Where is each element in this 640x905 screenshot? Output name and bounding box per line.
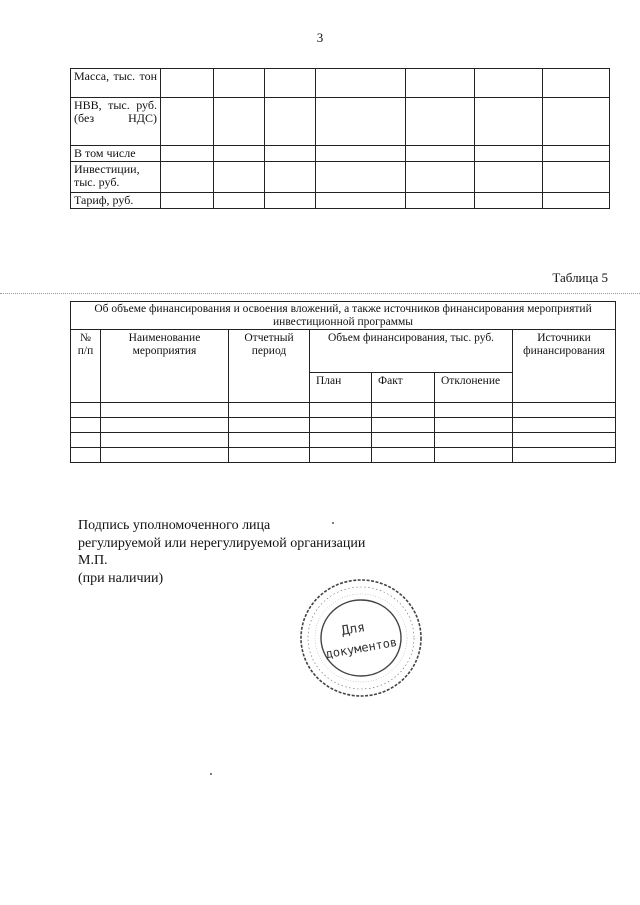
header-period: Отчетный период: [229, 330, 310, 403]
header-name: Наименование мероприятия: [101, 330, 229, 403]
table-5-title: Об объеме финансирования и освоения вложений, а также источников финансирования мероприятий инвестиционной программы: [71, 302, 616, 330]
row-label: Тариф, руб.: [71, 193, 161, 209]
row-label: В том числе: [71, 146, 161, 162]
table-row: [71, 162, 610, 193]
table-4-continuation: [70, 68, 610, 209]
table-row: [71, 146, 610, 162]
table-5-caption: Таблица 5: [552, 270, 608, 285]
table-row: [71, 403, 616, 418]
signature-line: М.П.: [78, 553, 108, 568]
table-row: [71, 193, 610, 209]
scan-speck: [332, 522, 334, 524]
scan-artifact-line: [0, 293, 640, 294]
row-label: Масса, тыс. тон: [71, 69, 161, 98]
header-deviation: Отклонение: [435, 373, 513, 403]
header-number: № п/п: [71, 330, 101, 403]
table-row: [71, 433, 616, 448]
table-row: [71, 69, 610, 98]
page-number: 3: [316, 30, 324, 45]
table-row: [71, 448, 616, 463]
signature-line: (при наличии): [78, 570, 164, 586]
table-row: [71, 418, 616, 433]
scan-speck: [210, 773, 212, 775]
header-plan: План: [310, 373, 372, 403]
signature-line: Подпись уполномоченного лица: [78, 518, 271, 533]
row-label: Инвестиции, тыс. руб.: [71, 162, 161, 193]
signature-line: регулируемой или нерегулируемой организации: [78, 535, 366, 551]
row-label: НВВ, тыс. руб. (без НДС): [71, 98, 161, 146]
header-fact: Факт: [372, 373, 435, 403]
header-volume: Объем финансирования, тыс. руб.: [310, 330, 513, 373]
stamp-text-line: документов: [324, 634, 399, 662]
table-5: [70, 301, 616, 463]
table-row: [71, 98, 610, 146]
header-sources: Источники финансирования: [513, 330, 616, 403]
stamp-icon: [296, 575, 426, 701]
stamp-text-line: Для: [340, 620, 367, 639]
